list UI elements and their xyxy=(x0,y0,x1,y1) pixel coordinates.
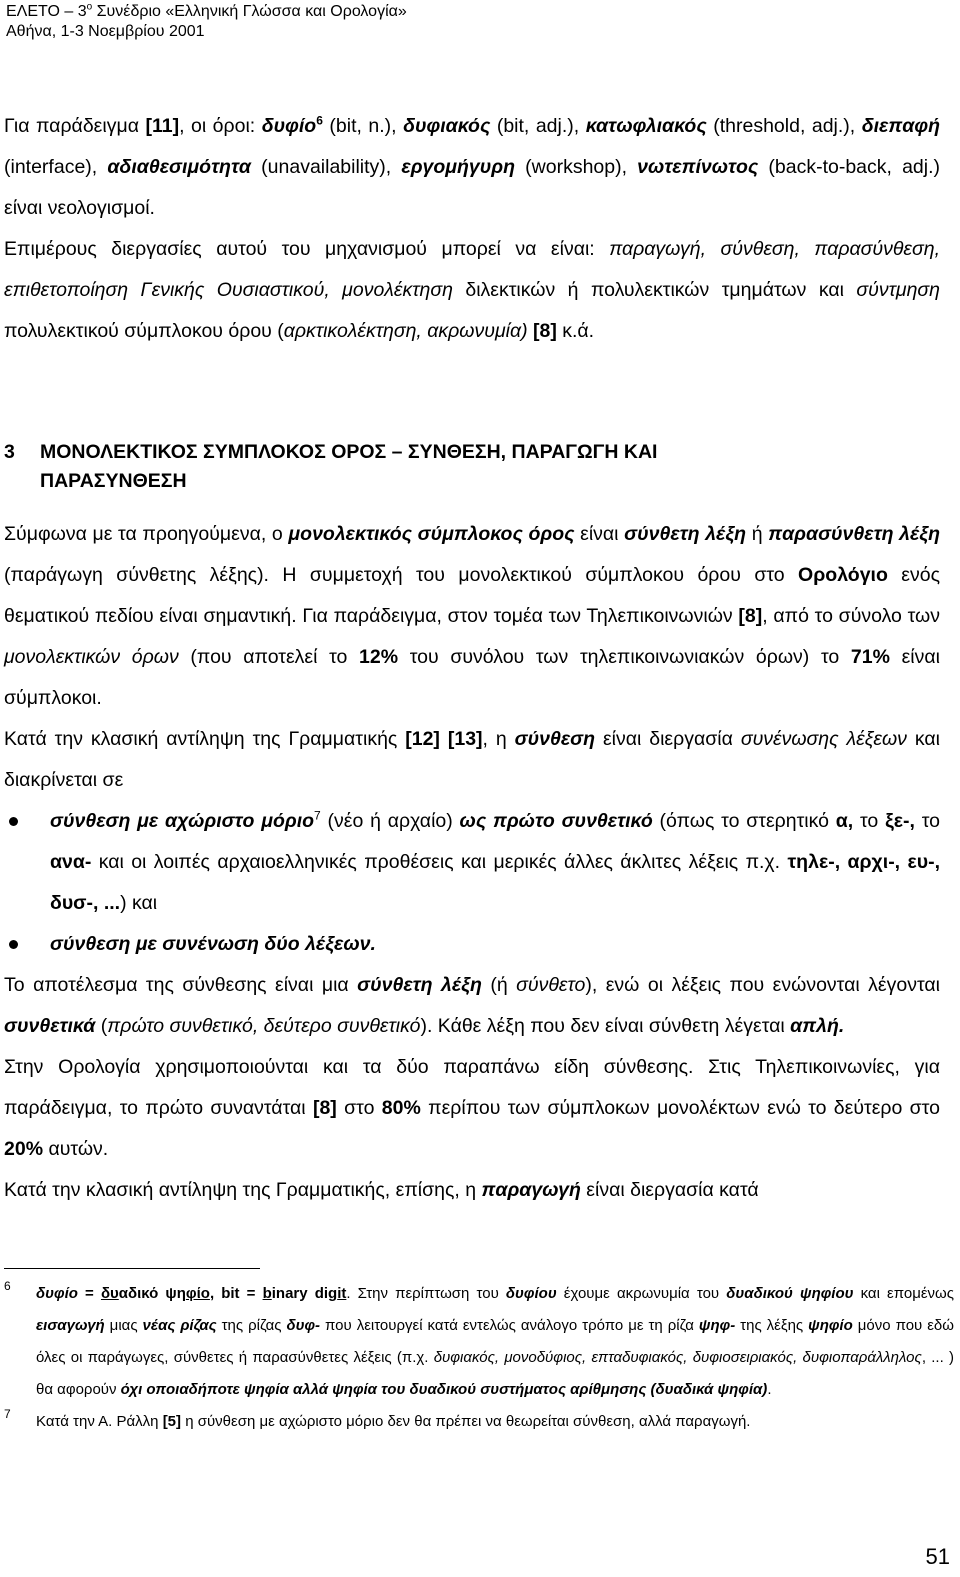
section-heading xyxy=(4,438,657,496)
text-run: της λέξης xyxy=(735,1317,809,1334)
text-run: εισαγωγή xyxy=(36,1317,105,1334)
text-run: , από το σύνολο των xyxy=(762,605,940,627)
text-run: ψηφίο xyxy=(808,1317,853,1334)
footnotes xyxy=(4,1278,954,1438)
text-run: απλή. xyxy=(790,1015,845,1037)
footnote-ref-6[interactable]: 6 xyxy=(316,113,323,128)
citation[interactable]: [8] xyxy=(738,605,763,627)
text-run: (unavailability), xyxy=(251,156,402,178)
text-run: it xyxy=(337,1285,347,1302)
text-run: του συνόλου των τηλεπικοινωνιακών όρων) το xyxy=(398,646,851,668)
text-run: ανα- xyxy=(50,851,92,873)
text-run: σύνθετη λέξη xyxy=(357,974,482,996)
text-run: . xyxy=(767,1381,772,1398)
text-run: το xyxy=(914,810,940,832)
paragraph xyxy=(4,1170,940,1211)
text-run: σύνθεση με συνένωση δύο λέξεων. xyxy=(50,933,376,955)
text-run: inary dig xyxy=(271,1285,338,1302)
text-run: (threshold, adj.), xyxy=(706,115,862,137)
bullet-icon xyxy=(9,817,18,826)
text-run: παραγωγή, σύνθεση, παρασύνθεση, επιθετοποίηση Γενικής Ουσιαστικού, μονολέκτηση xyxy=(4,238,940,301)
text-run: ψηφ- xyxy=(698,1317,736,1334)
text-run: μιας xyxy=(104,1317,143,1334)
text-run: ). Κάθε λέξη που δεν είναι σύνθετη λέγεται xyxy=(420,1015,791,1037)
header-date: Αθήνα, 1-3 Νοεμβρίου 2001 xyxy=(6,23,205,40)
text-run: Σύμφωνα με τα προηγούμενα, ο xyxy=(4,523,289,545)
text-run: αυτών. xyxy=(43,1138,109,1160)
text-run: της ρίζας xyxy=(216,1317,287,1334)
citation[interactable]: [12] [13] xyxy=(405,728,483,750)
list-item xyxy=(4,801,940,924)
text-run: (όπως το στερητικό xyxy=(652,810,836,832)
text-run: ως πρώτο συνθετικό xyxy=(459,810,653,832)
text-run: ) και xyxy=(120,892,158,914)
text-run: σύντμηση xyxy=(856,279,940,301)
text-run: σύνθετη λέξη xyxy=(624,523,747,545)
text-run: διεπαφή xyxy=(861,115,940,137)
list-item xyxy=(4,924,940,965)
text-run: (bit, n.), xyxy=(322,115,404,137)
text-run: μόνο που εδώ όλες οι παράγωγες, σύνθετες ή παρασύνθετες λέξεις (π.χ. xyxy=(36,1317,954,1366)
text-run: στο xyxy=(336,1097,382,1119)
text-run: συνθετικά xyxy=(4,1015,96,1037)
text-run: = xyxy=(77,1285,101,1302)
footnote-ref-7[interactable]: 7 xyxy=(314,808,321,823)
text-run: παρασύνθετη λέξη xyxy=(768,523,940,545)
paragraph xyxy=(4,514,940,719)
text-run: (που αποτελεί το xyxy=(178,646,360,668)
running-header xyxy=(6,2,407,42)
text-run: Κατά την Α. Ράλλη xyxy=(36,1413,163,1430)
text-run: ή xyxy=(746,523,769,545)
text-run: εργομήγυρη xyxy=(401,156,516,178)
text-run: αρκτικολέκτηση, ακρωνυμία) xyxy=(283,320,528,342)
text-run: (ή xyxy=(481,974,517,996)
text-run: η σύνθεση με αχώριστο μόριο δεν θα πρέπει να θεωρείται σύνθεση, αλλά παραγωγή. xyxy=(181,1413,751,1430)
text-run: έχουμε ακρωνυμία του xyxy=(556,1285,727,1302)
text-run: είναι xyxy=(574,523,625,545)
text-run: (back-to-back, adj.) είναι νεολογισμοί. xyxy=(4,156,941,219)
text-run: νέας ρίζας xyxy=(142,1317,217,1334)
text-run: , ... ) θα αφορούν xyxy=(36,1349,954,1398)
text-run: μονολεκτικών όρων xyxy=(4,646,179,668)
citation[interactable]: [8] xyxy=(312,1097,337,1119)
text-run: (παράγωγη σύνθετης λέξης). Η συμμετοχή του μονολεκτικού σύμπλοκου όρου στο xyxy=(4,564,799,586)
text-run: συνένωσης λέξεων xyxy=(740,728,907,750)
text-run: α, xyxy=(835,810,854,832)
citation[interactable]: [5] xyxy=(162,1413,182,1430)
text-run: περίπου των σύμπλοκων μονολέκτων ενώ το δεύτερο στο xyxy=(420,1097,940,1119)
text-run: 80% xyxy=(381,1097,421,1119)
text-run: όχι οποιαδήποτε ψηφία αλλά ψηφία του δυαδικού συστήματος αρίθμησης (δυαδικά ψηφία) xyxy=(120,1381,768,1398)
footnote-mark: 7 xyxy=(4,1407,11,1421)
text-run: ΠΑΡΑΣΥΝΘΕΣΗ xyxy=(40,470,187,492)
text-run: που λειτουργεί κατά εντελώς ανάλογο τρόπο με τη ρίζα xyxy=(320,1317,699,1334)
text-run: είναι διεργασία xyxy=(595,728,741,750)
text-run: 71% xyxy=(850,646,890,668)
text-run: πρώτο συνθετικό, δεύτερο συνθετικό xyxy=(107,1015,421,1037)
text-run: διλεκτικών ή πολυλεκτικών τμημάτων και xyxy=(452,279,857,301)
section-body xyxy=(4,514,940,1211)
footnote-mark: 6 xyxy=(4,1279,11,1293)
text-run: , η xyxy=(482,728,515,750)
text-run: τηλε-, αρχι-, ευ-, δυσ-, ... xyxy=(50,851,940,914)
text-run: ενός θεματικού πεδίου είναι σημαντική. Για παράδειγμα, στον τομέα των Τηλεπικοινωνιών xyxy=(4,564,940,627)
paragraph-processes xyxy=(4,229,940,352)
section-number: 3 xyxy=(4,441,15,463)
text-run: κατωφλιακός xyxy=(585,115,707,137)
text-run: και διακρίνεται σε xyxy=(4,728,940,791)
text-run: δυφ- xyxy=(286,1317,321,1334)
text-run: δυφιακός xyxy=(403,115,491,137)
bullet-icon xyxy=(9,940,18,949)
text-run: Στην Ορολογία χρησιμοποιούνται και τα δύο παραπάνω είδη σύνθεσης. Στις Τηλεπικοινωνίες, για παράδειγμα, το πρώτο συναντάται xyxy=(4,1056,940,1119)
text-run: αδιαθεσιμότητα xyxy=(107,156,252,178)
text-run: 20% xyxy=(4,1138,44,1160)
paragraph-examples xyxy=(4,106,940,229)
text-run: ( xyxy=(95,1015,108,1037)
citation[interactable]: [11] xyxy=(145,115,180,137)
text-run: Για παράδειγμα xyxy=(4,115,146,137)
text-run: πολυλεκτικού σύμπλοκου όρου ( xyxy=(4,320,284,342)
page-number: 51 xyxy=(925,1544,950,1569)
text-run: (bit, adj.), xyxy=(490,115,586,137)
text-run: (νέο ή αρχαίο) xyxy=(320,810,460,832)
text-run: δυαδικού ψηφίου xyxy=(726,1285,854,1302)
paragraph xyxy=(4,719,940,801)
footnote-6 xyxy=(4,1278,954,1406)
text-run: σύνθεση με αχώριστο μόριο xyxy=(50,810,315,832)
text-run: 12% xyxy=(359,646,399,668)
text-run: σύνθεση xyxy=(514,728,596,750)
text-run: και επομένως xyxy=(853,1285,954,1302)
text-run: ΜΟΝΟΛΕΚΤΙΚΟΣ ΣΥΜΠΛΟΚΟΣ ΟΡΟΣ – ΣΥΝΘΕΣΗ, ΠΑΡΑΓΩΓΗ ΚΑΙ xyxy=(40,441,658,463)
text-run: μονολεκτικός σύμπλοκος όρος xyxy=(288,523,575,545)
text-run: Ορολόγιο xyxy=(798,564,888,586)
text-run: δυφιακός, μονοδύφιος, επταδυφιακός, δυφιοσειριακός, δυφιοπαράλληλος xyxy=(433,1349,922,1366)
text-run: δυφίο xyxy=(36,1285,78,1302)
text-run: φίο xyxy=(185,1285,210,1302)
footnote-separator xyxy=(4,1268,260,1269)
text-run: Κατά την κλασική αντίληψη της Γραμματικής, επίσης, η xyxy=(4,1179,482,1201)
text-run: (interface), xyxy=(4,156,108,178)
citation[interactable]: [8] xyxy=(527,320,557,342)
paragraph xyxy=(4,965,940,1047)
text-run: αδικό ψη xyxy=(118,1285,186,1302)
text-run: το xyxy=(853,810,886,832)
text-run: (workshop), xyxy=(515,156,638,178)
text-run: και οι λοιπές αρχαιοελληνικές προθέσεις και μερικές άλλες άκλιτες λέξεις π.χ. xyxy=(91,851,788,873)
text-run: είναι διεργασία κατά xyxy=(580,1179,759,1201)
footnote-7 xyxy=(4,1406,954,1438)
text-run: Κατά την κλασική αντίληψη της Γραμματικής xyxy=(4,728,406,750)
text-run: νωτεπίνωτος xyxy=(637,156,759,178)
text-run: ξε-, xyxy=(885,810,915,832)
header-conference: ΕΛΕΤΟ – $3^o$ Συνέδριο «Ελληνική Γλώσσα και Ορολογία» xyxy=(6,1,407,20)
text-run: παραγωγή xyxy=(481,1179,581,1201)
text-run: δυφίο xyxy=(261,115,317,137)
text-run: Επιμέρους διεργασίες αυτού του μηχανισμού μπορεί να είναι: xyxy=(4,238,610,260)
text-run: , bit = xyxy=(209,1285,263,1302)
text-run: δυφίου xyxy=(505,1285,557,1302)
text-run: . Στην περίπτωση του xyxy=(346,1285,506,1302)
text-run: b xyxy=(262,1285,272,1302)
text-run: κ.ά. xyxy=(556,320,595,342)
text-run: Το αποτέλεσμα της σύνθεσης είναι μια xyxy=(4,974,358,996)
paragraph xyxy=(4,1047,940,1170)
text-run: ), ενώ οι λέξεις που ενώνονται λέγονται xyxy=(585,974,940,996)
text-run: δυ xyxy=(100,1285,119,1302)
text-run: , οι όροι: xyxy=(179,115,262,137)
text-run: είναι σύμπλοκοι. xyxy=(4,646,940,709)
text-run: σύνθετο xyxy=(516,974,586,996)
